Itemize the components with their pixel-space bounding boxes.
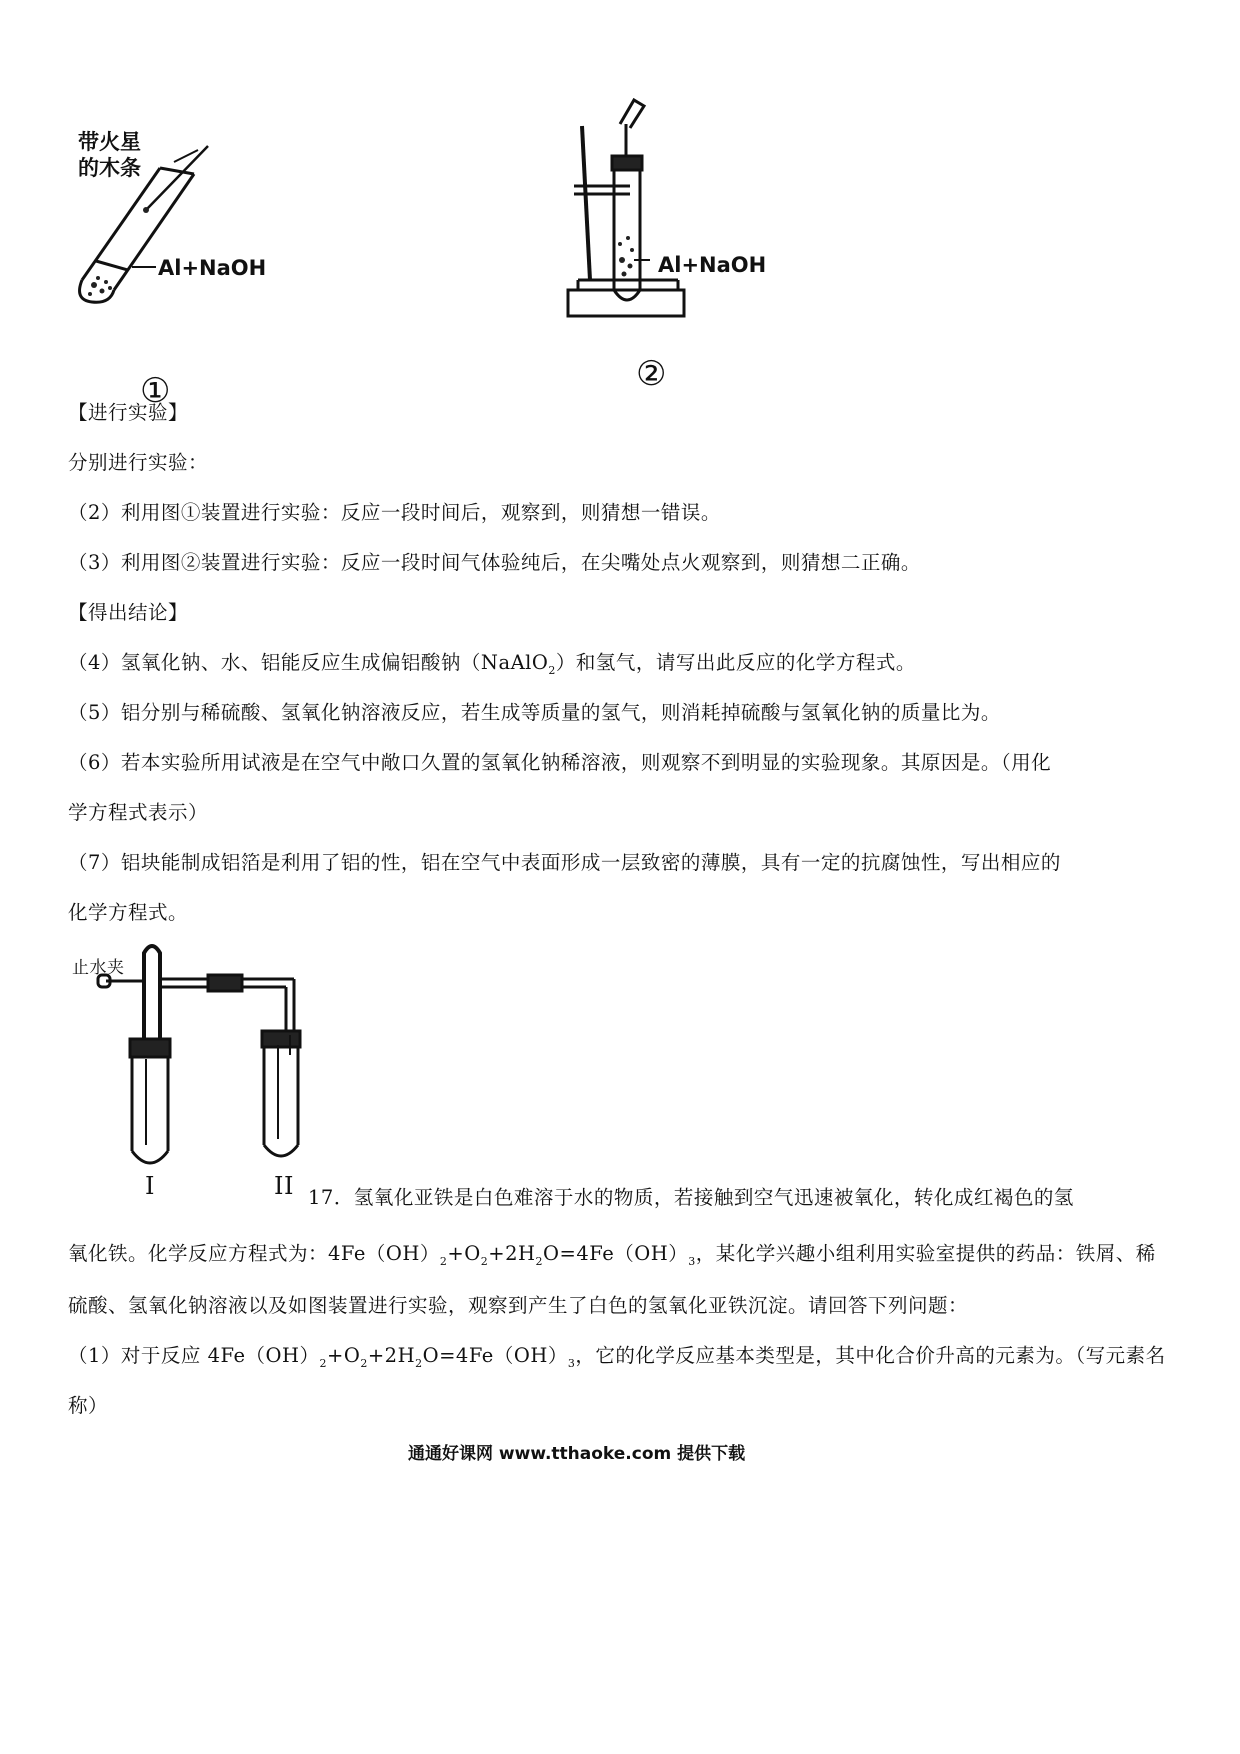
text-separately: 分别进行实验： [68,451,209,474]
question-17-1-line2: 称） [68,1394,109,1417]
question-5: （5）铝分别与稀硫酸、氢氧化钠溶液反应，若生成等质量的氢气，则消耗掉硫酸与氢氧化钠的质量比为。 [68,701,1001,724]
tube-1-label: I [145,1172,155,1200]
question-17-line3: 硫酸、氢氧化钠溶液以及如图装置进行实验，观察到产生了白色的氢氧化亚铁沉淀。请回答下列问题： [68,1294,969,1317]
figure-1-caption: ① [140,371,171,411]
section-heading-experiment: 【进行实验】 [68,401,189,424]
reagent-label-1: Al+NaOH [158,256,267,280]
page-footer: 通通好课网 www.tthaoke.com 提供下载 [408,1444,746,1464]
stick-label-line2: 的木条 [78,156,141,180]
tube-2-label: II [274,1172,294,1200]
question-17-line1: 17．氢氧化亚铁是白色难溶于水的物质，若接触到空气迅速被氧化，转化成红褐色的氢 [308,1186,1074,1209]
question-2: （2）利用图①装置进行实验：反应一段时间后，观察到，则猜想一错误。 [68,501,721,524]
question-6-line1: （6）若本实验所用试液是在空气中敞口久置的氢氧化钠稀溶液，则观察不到明显的实验现象。其原因是。（用化 [68,751,1052,774]
figure-2-caption: ② [636,354,667,394]
section-heading-conclusion: 【得出结论】 [68,601,189,624]
question-17-line2: 氧化铁。化学反应方程式为：$4Fe(OH)_2+O_2+2H_2O=4Fe(OH)_3$，某化学兴趣小组利用实验室提供的药品：铁屑、稀 [68,1242,1156,1268]
question-7-line1: （7）铝块能制成铝箔是利用了铝的性，铝在空气中表面形成一层致密的薄膜，具有一定的抗腐蚀性，写出相应的 [68,851,1061,874]
iron-stand-drawing [560,90,760,350]
clamp-label: 止水夹 [72,958,125,978]
stick-label-line1: 带火星 [78,130,141,154]
question-3: （3）利用图②装置进行实验：反应一段时间气体验纯后，在尖嘴处点火观察到，则猜想二正确。 [68,551,921,574]
question-7-line2: 化学方程式。 [68,901,189,924]
question-17-1-line1: （1）对于反应 $4Fe(OH)_2+O_2+2H_2O=4Fe(OH)_3$，它的化学反应基本类型是，其中化合价升高的元素为。（写元素名 [68,1344,1166,1370]
question-4: （4）氢氧化钠、水、铝能反应生成偏铝酸钠（NaAlO$_2$）和氢气，请写出此反应的化学方程式。 [68,651,916,677]
question-6-line2: 学方程式表示） [68,801,209,824]
reagent-label-2: Al+NaOH [658,253,767,277]
